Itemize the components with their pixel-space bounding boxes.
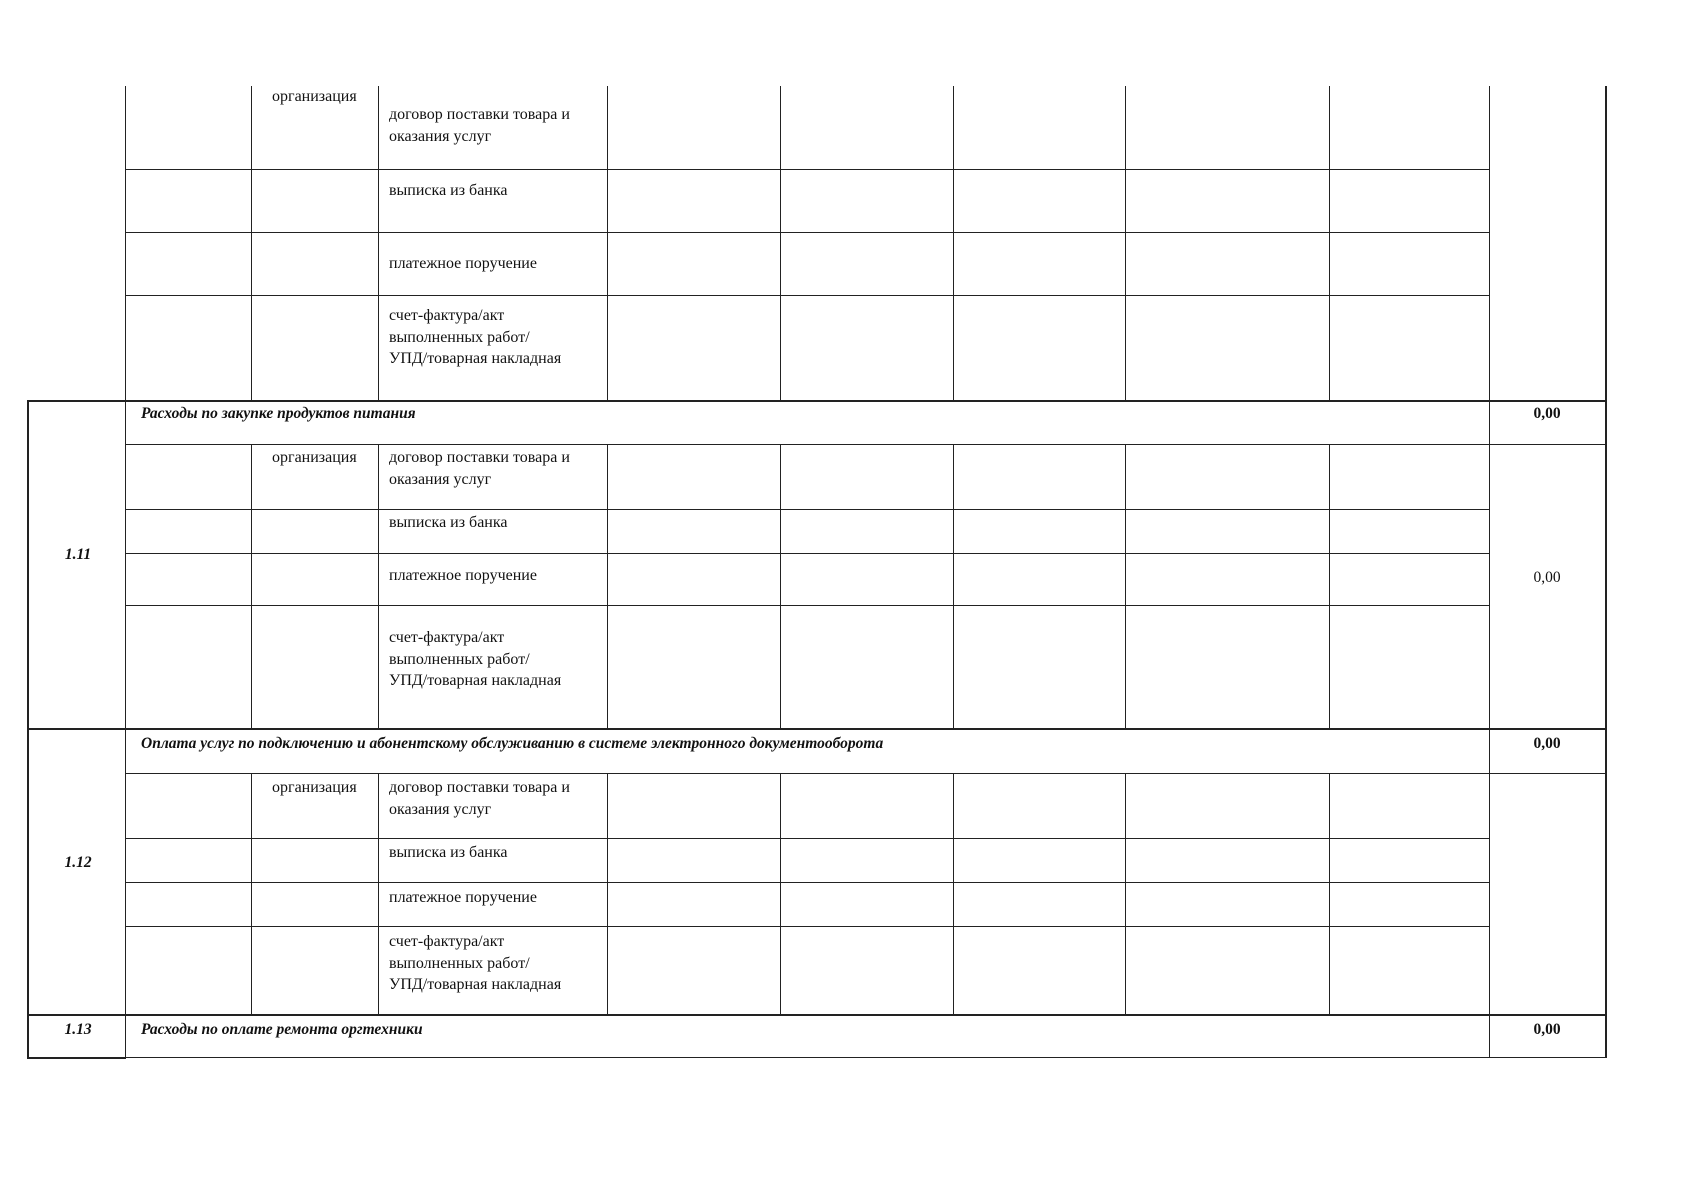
section-subtotal: 0,00: [1533, 569, 1561, 586]
document-line: выполненных работ/: [389, 650, 530, 668]
table-column-divider: [1329, 773, 1330, 1015]
document-line: договор поставки товара и: [389, 106, 570, 123]
document-line: выполненных работ/: [389, 328, 530, 346]
section-number: 1.11: [64, 546, 92, 563]
table-column-divider: [251, 86, 252, 401]
table-column-divider: [378, 773, 379, 1015]
section-border: [27, 728, 1607, 730]
section-number: 1.13: [64, 1021, 92, 1038]
table-column-divider: [1329, 86, 1330, 401]
document-line: счет-фактура/акт: [389, 307, 505, 324]
document-cell: платежное поручение: [389, 889, 537, 906]
document-cell: платежное поручение: [389, 567, 537, 584]
section-title: Расходы по закупке продуктов питания: [141, 405, 416, 422]
table-column-divider: [607, 86, 608, 401]
section-number: 1.12: [64, 854, 92, 871]
table-row-line: [125, 882, 1489, 883]
document-cell: выписка из банка: [389, 182, 508, 199]
table-row-line: [125, 605, 1489, 606]
document-line: счет-фактура/акт: [389, 933, 505, 950]
table-column-divider: [251, 773, 252, 1015]
recipient-cell: организация: [272, 779, 357, 796]
document-cell: платежное поручение: [389, 255, 537, 272]
table-column-divider: [1125, 86, 1126, 401]
recipient-cell: организация: [272, 449, 357, 466]
table-column-divider: [780, 86, 781, 401]
document-line: оказания услуг: [389, 470, 492, 488]
table-column-divider: [1125, 773, 1126, 1015]
section-border: [27, 400, 1607, 402]
table-row-line: [125, 295, 1489, 296]
table-border-bottom: [27, 1057, 126, 1059]
table-column-divider: [607, 773, 608, 1015]
recipient-cell: организация: [272, 88, 357, 105]
section-total: 0,00: [1533, 1021, 1561, 1038]
table-row-line: [125, 553, 1489, 554]
document-cell: [389, 931, 561, 996]
document-cell: выписка из банка: [389, 514, 508, 531]
table-row-line: [125, 169, 1489, 170]
document-line: оказания услуг: [389, 800, 492, 818]
document-line: УПД/товарная накладная: [389, 976, 562, 993]
table-row-line: [125, 509, 1489, 510]
section-total: 0,00: [1533, 405, 1561, 422]
document-line: договор поставки товара и: [389, 779, 570, 796]
table-row-line: [125, 838, 1489, 839]
document-line: счет-фактура/акт: [389, 629, 505, 646]
document-line: договор поставки товара и: [389, 449, 570, 466]
table-column-divider: [1329, 444, 1330, 729]
table-column-divider: [780, 444, 781, 729]
table-border-right: [1605, 86, 1607, 1058]
table-column-divider: [953, 444, 954, 729]
document-cell: [389, 777, 570, 820]
table-column-divider: [251, 444, 252, 729]
table-row-line: [125, 926, 1489, 927]
table-column-divider: [953, 86, 954, 401]
table-column-divider: [953, 773, 954, 1015]
table-column-divider: [378, 86, 379, 401]
document-line: УПД/товарная накладная: [389, 350, 562, 367]
document-cell: [389, 447, 570, 490]
section-title-line: [125, 444, 1606, 445]
section-total: 0,00: [1533, 735, 1561, 752]
section-title: Расходы по оплате ремонта оргтехники: [141, 1021, 423, 1038]
table-row-line: [125, 232, 1489, 233]
table-column-divider: [780, 773, 781, 1015]
table-column-divider: [378, 444, 379, 729]
table-row-line: [125, 1057, 1606, 1058]
document-cell: выписка из банка: [389, 844, 508, 861]
document-cell: [389, 305, 561, 370]
document-line: УПД/товарная накладная: [389, 672, 562, 689]
section-border: [27, 1014, 1607, 1016]
table-column-divider: [1489, 86, 1490, 1057]
document-line: оказания услуг: [389, 127, 492, 145]
table-column-divider: [607, 444, 608, 729]
document-cell: [389, 627, 561, 692]
table-column-divider: [1125, 444, 1126, 729]
document-cell: [389, 104, 570, 147]
section-title-line: [125, 773, 1606, 774]
document-line: выполненных работ/: [389, 954, 530, 972]
section-title: Оплата услуг по подключению и абонентскому обслуживанию в системе электронного документооборота: [141, 735, 884, 752]
